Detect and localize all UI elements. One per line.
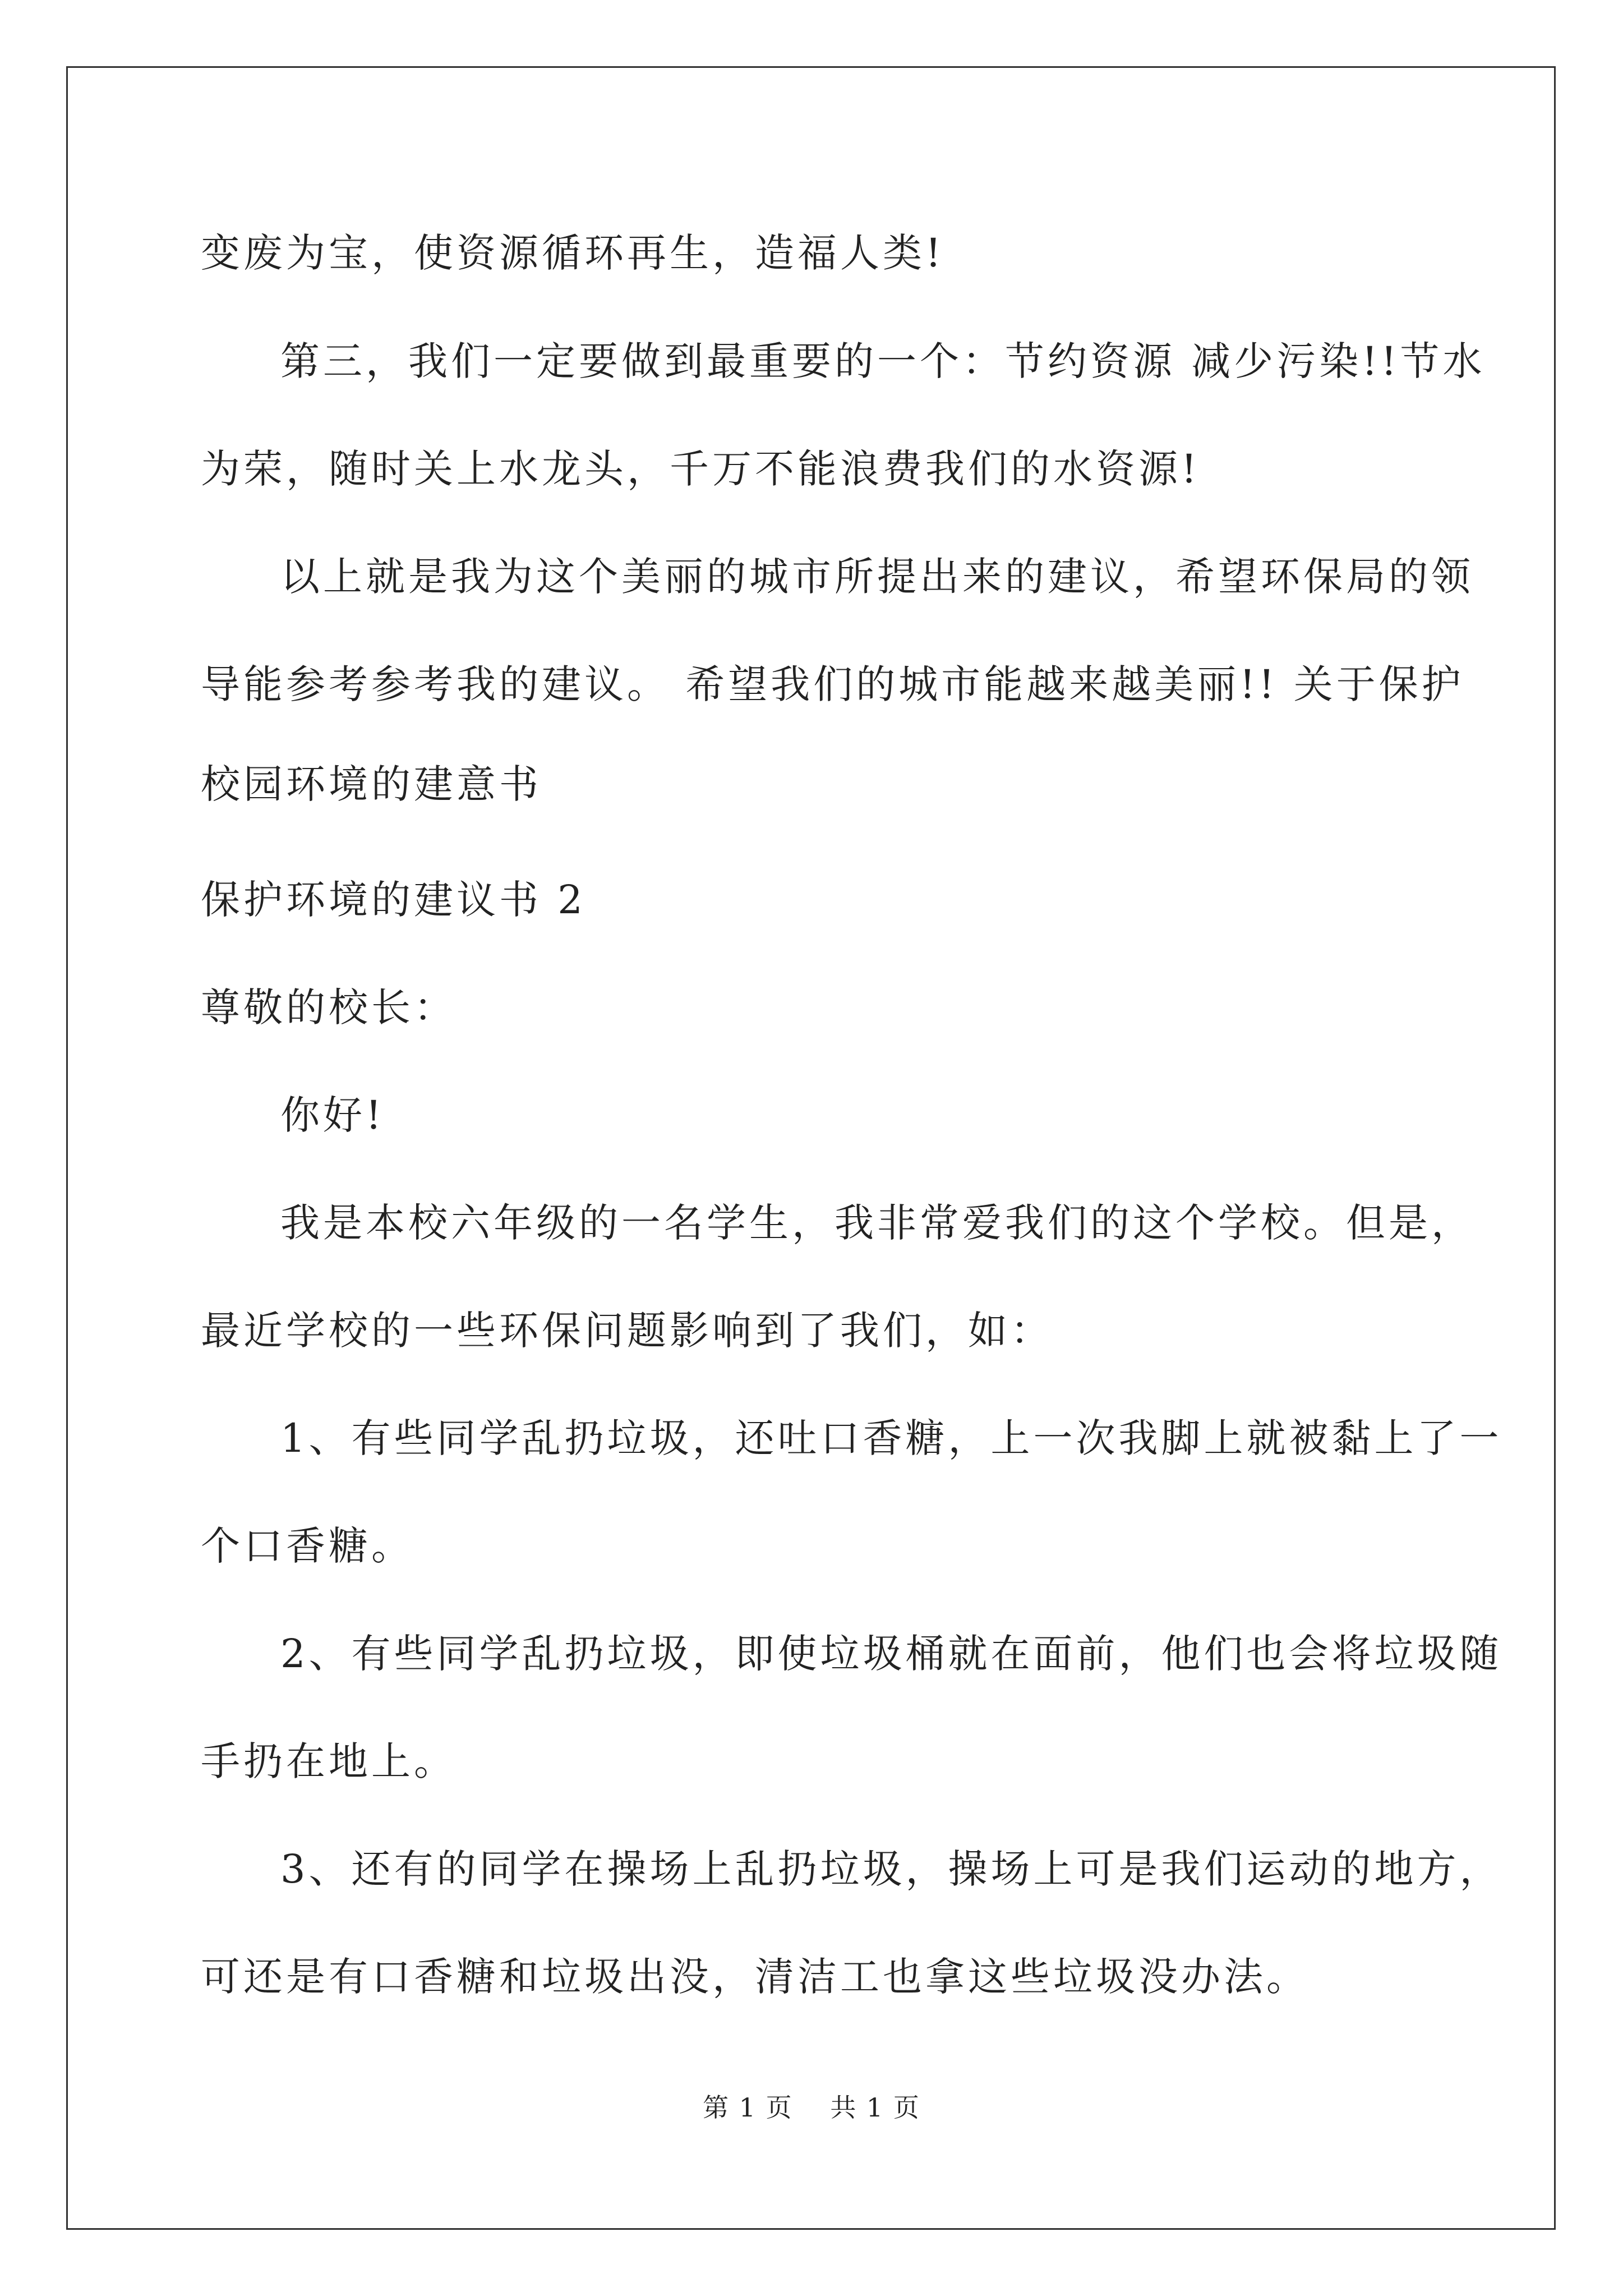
list-item-1-line-2: 个口香糖。 — [201, 1523, 414, 1569]
body-line-5: 导能参考参考我的建议。 希望我们的城市能越来越美丽!! 关于保护 — [201, 661, 1464, 707]
page-number-total: 共 1 页 — [830, 2092, 920, 2123]
list-item-3-line-1: 3、还有的同学在操场上乱扔垃圾，操场上可是我们运动的地方， — [280, 1846, 1502, 1892]
page-border — [66, 66, 1556, 2230]
body-line-3: 为荣，随时关上水龙头，千万不能浪费我们的水资源! — [201, 446, 1201, 492]
page-number-current: 第 1 页 — [703, 2092, 793, 2123]
page-footer — [0, 2091, 1623, 2124]
salutation: 尊敬的校长： — [201, 984, 457, 1030]
list-item-2-line-1: 2、有些同学乱扔垃圾，即使垃圾桶就在面前，他们也会将垃圾随 — [280, 1631, 1502, 1677]
body-line-4: 以上就是我为这个美丽的城市所提出来的建议，希望环保局的领 — [280, 554, 1474, 600]
list-item-3-line-2: 可还是有口香糖和垃圾出没，清洁工也拿这些垃圾没办法。 — [201, 1954, 1309, 2000]
body-line-6: 校园环境的建意书 — [201, 761, 542, 807]
greeting: 你好! — [280, 1092, 385, 1138]
body-line-1: 变废为宝，使资源循环再生，造福人类! — [201, 230, 945, 276]
body-line-11: 最近学校的一些环保问题影响到了我们，如： — [201, 1308, 1053, 1354]
list-item-2-line-2: 手扔在地上。 — [201, 1738, 457, 1784]
section-title: 保护环境的建议书 2 — [201, 877, 586, 923]
list-item-1-line-1: 1、有些同学乱扔垃圾，还吐口香糖，上一次我脚上就被黏上了一 — [280, 1415, 1502, 1461]
body-line-10: 我是本校六年级的一名学生，我非常爱我们的这个学校。但是， — [280, 1200, 1474, 1246]
body-line-2: 第三，我们一定要做到最重要的一个：节约资源 减少污染!!节水 — [280, 338, 1486, 384]
